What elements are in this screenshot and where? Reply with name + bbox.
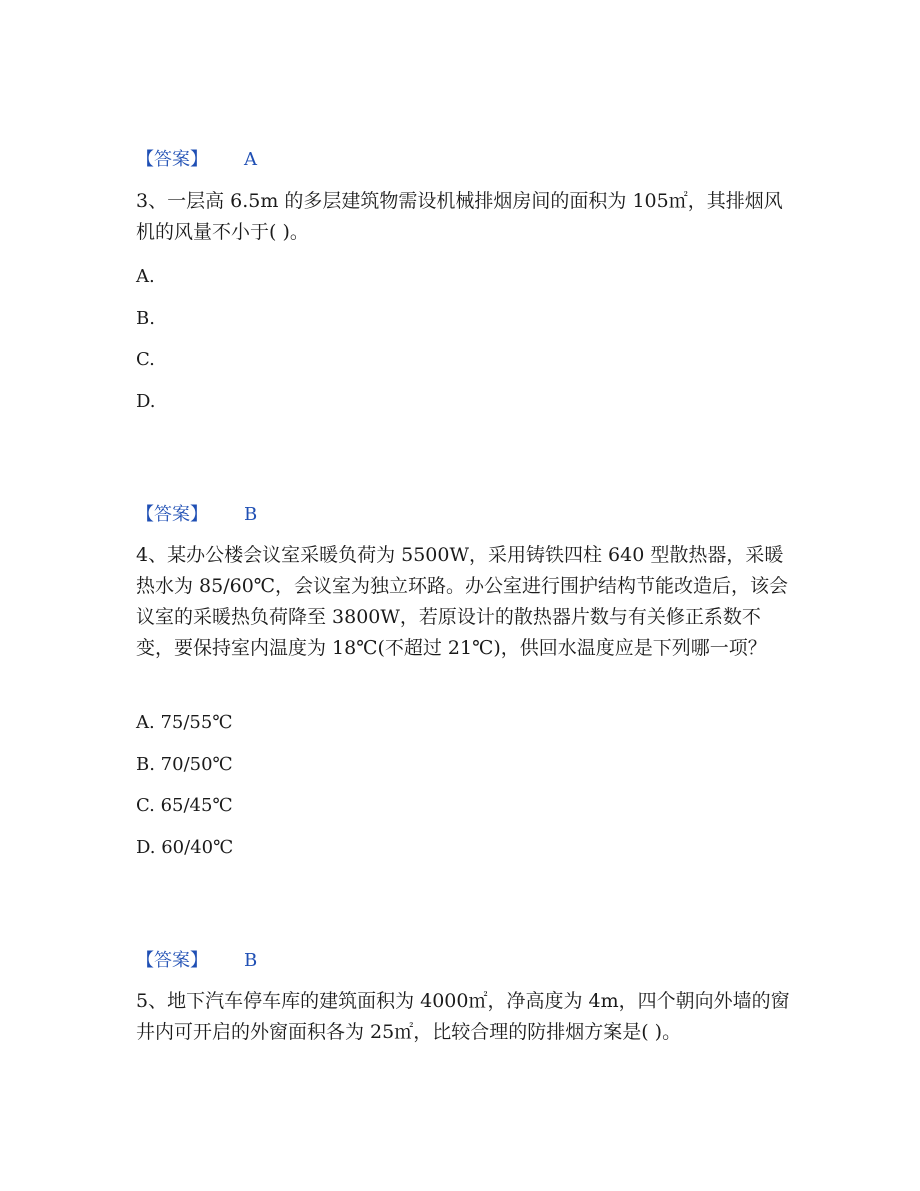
question-4-option-d: D. 60/40℃ — [136, 837, 234, 858]
question-3-option-d: D. — [136, 391, 156, 412]
answer-line-1 — [136, 145, 257, 171]
question-3-option-c: C. — [136, 349, 155, 370]
question-4-text: 4、某办公楼会议室采暖负荷为 5500W，采用铸铁四柱 640 型散热器，采暖热水为 85/60℃，会议室为独立环路。办公室进行围护结构节能改造后，该会议室的采暖热负荷降至 3800W，若原设计的散热器片数与有关修正系数不变，要保持室内温度为 18℃(不超过 21℃)，供回水温度应是下列哪一项？ — [136, 544, 789, 659]
answer-label: 【答案】 — [136, 950, 208, 971]
question-4-option-a: A. 75/55℃ — [136, 712, 233, 733]
answer-label: 【答案】 — [136, 504, 208, 525]
question-5-text: 5、地下汽车停车库的建筑面积为 4000㎡，净高度为 4m，四个朝向外墙的窗井内可开启的外窗面积各为 25㎡，比较合理的防排烟方案是( )。 — [136, 990, 790, 1043]
answer-line-2 — [136, 500, 257, 526]
question-4-option-b: B. 70/50℃ — [136, 754, 233, 775]
question-3-option-b: B. — [136, 308, 155, 329]
question-4-option-c: C. 65/45℃ — [136, 795, 233, 816]
answer-label: 【答案】 — [136, 149, 208, 170]
answer-line-3 — [136, 946, 257, 972]
answer-value: A — [244, 149, 257, 170]
question-3-text: 3、一层高 6.5m 的多层建筑物需设机械排烟房间的面积为 105㎡，其排烟风机的风量不小于( )。 — [136, 190, 783, 243]
question-3-option-a: A. — [136, 266, 155, 287]
answer-value: B — [244, 950, 258, 971]
answer-value: B — [244, 504, 258, 525]
